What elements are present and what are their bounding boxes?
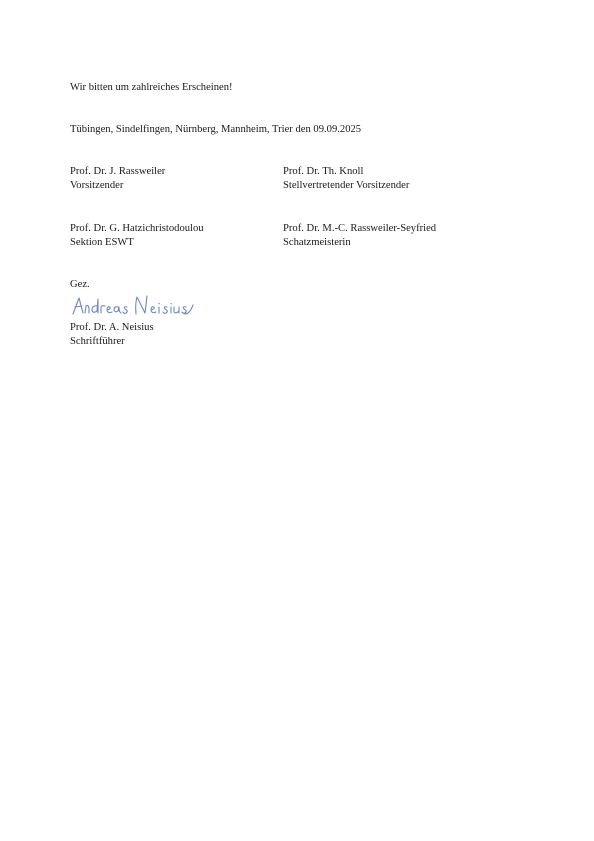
board-member-name: Prof. Dr. G. Hatzichristodoulou <box>70 223 204 234</box>
board-member-name: Prof. Dr. J. Rassweiler <box>70 166 166 177</box>
board-member-name: Prof. Dr. M.-C. Rassweiler-Seyfried <box>283 223 437 234</box>
board-member-role: Stellvertretender Vorsitzender <box>283 180 410 191</box>
handwritten-signature <box>70 292 200 322</box>
board-member-name: Prof. Dr. Th. Knoll <box>283 166 364 177</box>
signed-prefix: Gez. <box>70 279 90 290</box>
board-member-role: Sektion ESWT <box>70 237 134 248</box>
invitation-text: Wir bitten um zahlreiches Erscheinen! <box>70 82 233 93</box>
secretary-role: Schriftführer <box>70 336 125 347</box>
board-member-role: Schatzmeisterin <box>283 237 351 248</box>
secretary-name: Prof. Dr. A. Neisius <box>70 322 154 333</box>
board-member-role: Vorsitzender <box>70 180 124 191</box>
place-date-line: Tübingen, Sindelfingen, Nürnberg, Mannheim, Trier den 09.09.2025 <box>70 124 362 135</box>
